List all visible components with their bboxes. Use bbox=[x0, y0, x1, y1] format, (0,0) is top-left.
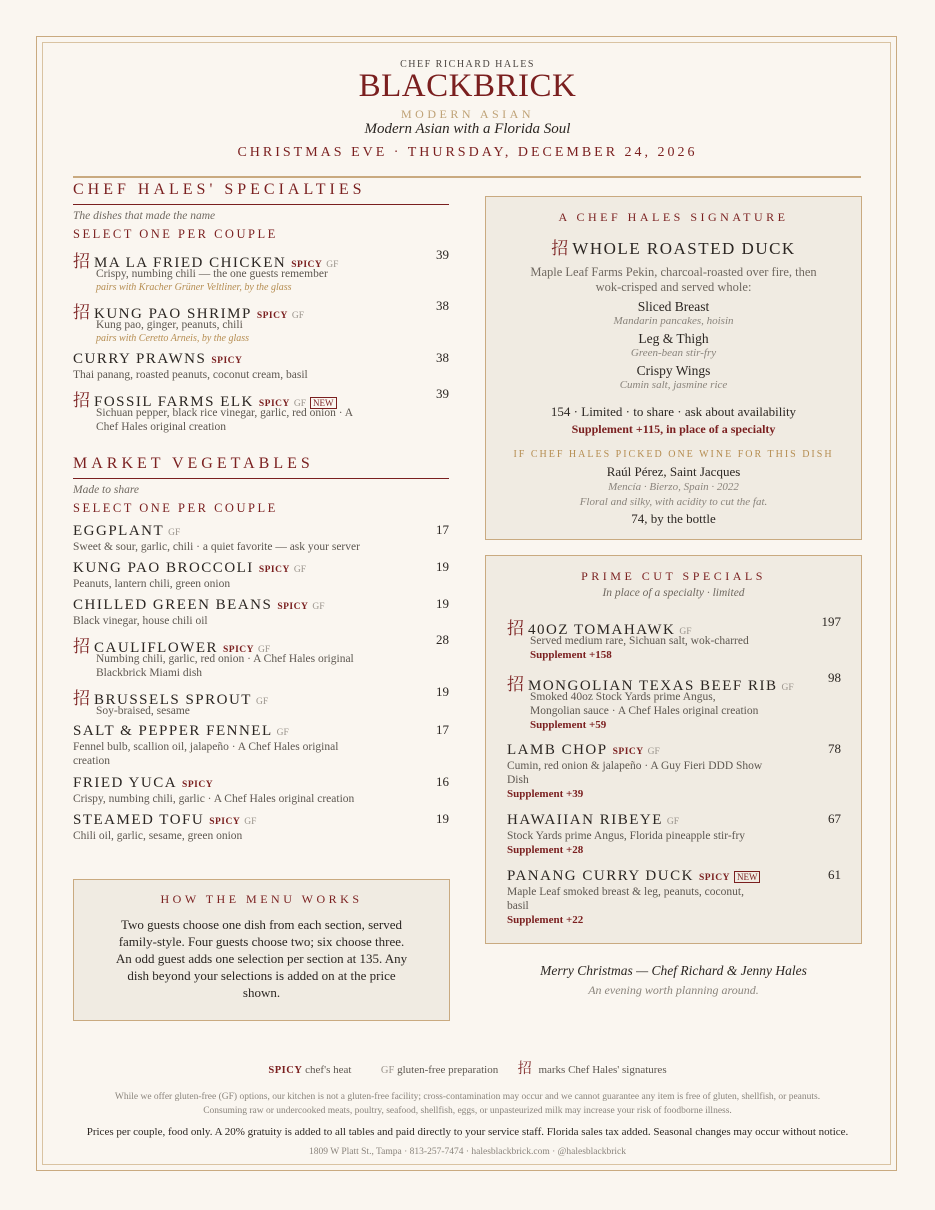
item-price: 17 bbox=[436, 522, 449, 537]
cut-name: Crispy Wings bbox=[636, 363, 711, 378]
item-name: BRUSSELS SPROUT bbox=[94, 692, 252, 708]
item-description: Cumin, red onion & jalapeño · A Guy Fieri DDD Show bbox=[507, 760, 763, 772]
description-line: wok-crisped and served whole: bbox=[595, 280, 752, 294]
box-title: A CHEF HALES SIGNATURE bbox=[558, 210, 789, 224]
signature-dish bbox=[486, 234, 861, 259]
item-description: Maple Leaf smoked breast & leg, peanuts, coconut, bbox=[507, 886, 744, 898]
gf-tag: GF bbox=[293, 399, 307, 409]
box-title: PRIME CUT SPECIALS bbox=[581, 569, 766, 583]
wine-name: Raúl Pérez, Saint Jacques bbox=[606, 464, 741, 479]
gf-tag: GF bbox=[647, 747, 660, 757]
gf-tag: GF bbox=[291, 311, 304, 321]
item-description: basil bbox=[507, 900, 529, 912]
signature-icon: 招 bbox=[507, 675, 524, 695]
item-name: KUNG PAO BROCCOLI bbox=[73, 560, 254, 576]
menu-item bbox=[73, 774, 449, 806]
item-name: KUNG PAO SHRIMP bbox=[94, 306, 252, 322]
menu-item bbox=[507, 867, 841, 927]
gf-tag: GF bbox=[666, 817, 680, 827]
new-badge: NEW bbox=[734, 871, 761, 883]
item-price: 17 bbox=[436, 722, 449, 737]
signature-icon: 招 bbox=[73, 303, 90, 323]
legend-spicy-tag: SPICY bbox=[268, 1065, 303, 1076]
item-price: 197 bbox=[821, 614, 841, 629]
tagline: Modern Asian with a Florida Soul bbox=[364, 121, 571, 137]
item-price: 38 bbox=[436, 298, 449, 313]
item-description: Black vinegar, house chili oil bbox=[73, 615, 208, 627]
closing-subline: An evening worth planning around. bbox=[588, 983, 759, 997]
item-description: Chili oil, garlic, sesame, green onion bbox=[73, 830, 243, 842]
item-name: SALT & PEPPER FENNEL bbox=[73, 723, 273, 739]
description-line: Maple Leaf Farms Pekin, charcoal-roasted over fire, then bbox=[530, 265, 817, 279]
item-price: 98 bbox=[828, 670, 841, 685]
menu-item bbox=[73, 298, 449, 345]
item-name: FOSSIL FARMS ELK bbox=[94, 394, 254, 410]
item-name: EGGPLANT bbox=[73, 523, 165, 539]
gf-tag: GF bbox=[168, 528, 181, 538]
item-supplement: Supplement +158 bbox=[530, 649, 612, 661]
pricing-note: Prices per couple, food only. A 20% gratuity is added to all tables and paid directly to your service staff. Florida sales tax added. Seasonal changes may occur without notice. bbox=[86, 1126, 849, 1138]
spicy-tag: SPICY bbox=[258, 399, 290, 409]
item-description: Served medium rare, Sichuan salt, wok-charred bbox=[530, 635, 749, 647]
header-divider bbox=[73, 176, 861, 178]
item-description: Chef Hales original creation bbox=[96, 421, 226, 433]
dish-name: WHOLE ROASTED DUCK bbox=[572, 239, 796, 258]
section-divider bbox=[73, 204, 449, 205]
item-description: Crispy, numbing chili, garlic · A Chef Hales original creation bbox=[73, 793, 355, 805]
brand-logo: BLACKBRICK bbox=[358, 68, 577, 104]
wine-region: Mencía · Bierzo, Spain · 2022 bbox=[608, 481, 739, 493]
section-divider bbox=[73, 478, 449, 479]
gf-tag: GF bbox=[258, 645, 271, 655]
section-note: The dishes that made the name bbox=[73, 210, 216, 222]
menu-item bbox=[73, 684, 449, 718]
cut-detail: Cumin salt, jasmine rice bbox=[619, 379, 728, 391]
legend-gf-text: gluten-free preparation bbox=[397, 1064, 499, 1076]
item-name: PANANG CURRY DUCK bbox=[507, 868, 694, 884]
item-supplement: Supplement +39 bbox=[507, 788, 584, 800]
cut-name: Leg & Thigh bbox=[638, 331, 709, 346]
how-menu-works-box bbox=[73, 879, 450, 1021]
legend-signature-icon: 招 bbox=[517, 1061, 532, 1077]
spicy-tag: SPICY bbox=[211, 356, 243, 366]
spicy-tag: SPICY bbox=[223, 645, 255, 655]
gf-tag: GF bbox=[781, 683, 794, 693]
item-description: Blackbrick Miami dish bbox=[96, 667, 203, 679]
section-select: SELECT ONE PER COUPLE bbox=[73, 501, 278, 515]
section-note: Made to share bbox=[73, 484, 140, 496]
item-name: LAMB CHOP bbox=[507, 742, 608, 758]
item-description: Kung pao, ginger, peanuts, chili bbox=[96, 319, 243, 331]
duck-cuts bbox=[486, 299, 861, 391]
item-description: Numbing chili, garlic, red onion · A Chef Hales original bbox=[96, 653, 354, 665]
gluten-disclaimer: While we offer gluten-free (GF) options, our kitchen is not a gluten-free facility; cross-contamination may occur and we cannot guarantee any item is free of gluten, shellfish, or peanuts. bbox=[114, 1092, 821, 1102]
menu-item bbox=[507, 811, 841, 857]
how-line: Two guests choose one dish from each section, served bbox=[120, 917, 403, 932]
signature-box bbox=[485, 196, 862, 540]
menu-item bbox=[73, 350, 449, 382]
legend-gf-tag: GF bbox=[380, 1065, 395, 1076]
box-note: In place of a specialty · limited bbox=[602, 587, 745, 599]
item-name: CAULIFLOWER bbox=[94, 640, 218, 656]
item-description: Sweet & sour, garlic, chili · a quiet favorite — ask your server bbox=[73, 541, 360, 553]
duck-supplement: Supplement +115, in place of a specialty bbox=[571, 422, 776, 436]
item-price: 19 bbox=[436, 811, 449, 826]
cut-name: Sliced Breast bbox=[637, 299, 710, 314]
item-price: 67 bbox=[828, 811, 841, 826]
item-name: STEAMED TOFU bbox=[73, 812, 205, 828]
signature-icon: 招 bbox=[73, 637, 90, 657]
section-title-vegetables: MARKET VEGETABLES bbox=[73, 455, 314, 472]
raw-food-disclaimer: Consuming raw or undercooked meats, poultry, seafood, shellfish, eggs, or unpasteurized milk may increase your risk of foodborne illness. bbox=[203, 1106, 732, 1116]
legend bbox=[0, 1058, 935, 1078]
signature-icon: 招 bbox=[73, 689, 90, 709]
gf-tag: GF bbox=[244, 817, 257, 827]
item-name: 40OZ TOMAHAWK bbox=[528, 622, 676, 638]
menu-item bbox=[73, 247, 449, 294]
section-title-specialties: CHEF HALES' SPECIALTIES bbox=[73, 181, 366, 198]
menu-item bbox=[73, 522, 449, 554]
item-name: HAWAIIAN RIBEYE bbox=[507, 812, 663, 828]
box-title: HOW THE MENU WORKS bbox=[160, 892, 363, 906]
chef-name: CHEF RICHARD HALES bbox=[400, 59, 535, 70]
item-name: CURRY PRAWNS bbox=[73, 351, 207, 367]
prime-cut-box bbox=[485, 555, 862, 944]
item-description: Sichuan pepper, black rice vinegar, garlic, red onion · A bbox=[96, 407, 354, 419]
gf-tag: GF bbox=[255, 697, 269, 707]
wine-note: Floral and silky, with acidity to cut the fat. bbox=[579, 496, 768, 508]
item-description: Crispy, numbing chili — the one guests remember bbox=[96, 268, 328, 280]
item-supplement: Supplement +22 bbox=[507, 914, 584, 926]
legend-sig-text: marks Chef Hales' signatures bbox=[538, 1064, 667, 1076]
spicy-tag: SPICY bbox=[612, 747, 644, 757]
item-name: CHILLED GREEN BEANS bbox=[73, 597, 273, 613]
item-description: Thai panang, roasted peanuts, coconut cream, basil bbox=[73, 369, 308, 381]
signature-icon: 招 bbox=[551, 239, 569, 259]
item-price: 39 bbox=[436, 386, 449, 401]
wine-price: 74, by the bottle bbox=[631, 511, 716, 526]
how-line: family-style. Four guests choose two; six choose three. bbox=[118, 934, 405, 949]
wine-pairing: pairs with Ceretto Arneis, by the glass bbox=[96, 333, 250, 344]
item-price: 28 bbox=[436, 632, 449, 647]
spicy-tag: SPICY bbox=[209, 817, 241, 827]
item-name: MONGOLIAN TEXAS BEEF RIB bbox=[528, 678, 778, 694]
item-description: Soy-braised, sesame bbox=[96, 705, 190, 717]
menu-item bbox=[73, 722, 449, 768]
item-supplement: Supplement +59 bbox=[530, 719, 607, 731]
item-name: FRIED YUCA bbox=[73, 775, 178, 791]
spicy-tag: SPICY bbox=[258, 565, 290, 575]
item-description: Smoked 40oz Stock Yards prime Angus, bbox=[530, 691, 716, 703]
gf-tag: GF bbox=[312, 602, 325, 612]
gf-tag: GF bbox=[293, 565, 306, 575]
item-name: MA LA FRIED CHICKEN bbox=[94, 255, 287, 271]
item-description: Stock Yards prime Angus, Florida pineapple stir-fry bbox=[507, 830, 746, 842]
gf-tag: GF bbox=[276, 728, 289, 738]
how-text bbox=[74, 916, 449, 1001]
item-price: 19 bbox=[436, 559, 449, 574]
duck-price: 154 · Limited · to share · ask about availability bbox=[550, 404, 797, 419]
spicy-tag: SPICY bbox=[698, 873, 730, 883]
item-price: 16 bbox=[436, 774, 449, 789]
section-select: SELECT ONE PER COUPLE bbox=[73, 227, 278, 241]
spicy-tag: SPICY bbox=[182, 780, 214, 790]
item-description: Fennel bulb, scallion oil, jalapeño · A Chef Hales original bbox=[73, 741, 339, 753]
signature-icon: 招 bbox=[73, 391, 90, 411]
menu-item bbox=[507, 670, 841, 732]
menu-item bbox=[73, 596, 449, 628]
cut-detail: Mandarin pancakes, hoisin bbox=[613, 315, 734, 327]
menu-item bbox=[73, 811, 449, 843]
item-supplement: Supplement +28 bbox=[507, 844, 584, 856]
item-description: Peanuts, lantern chili, green onion bbox=[73, 578, 231, 590]
item-price: 61 bbox=[828, 867, 841, 882]
item-description: Dish bbox=[507, 774, 529, 786]
item-description: creation bbox=[73, 755, 111, 767]
item-price: 19 bbox=[436, 596, 449, 611]
how-line: An odd guest adds one selection per section at 135. Any bbox=[115, 951, 408, 966]
menu-item bbox=[73, 632, 449, 680]
item-price: 38 bbox=[436, 350, 449, 365]
signature-icon: 招 bbox=[507, 619, 524, 639]
menu-item bbox=[73, 386, 449, 434]
spicy-tag: SPICY bbox=[277, 602, 309, 612]
wine-pairing: pairs with Kracher Grüner Veltliner, by the glass bbox=[96, 282, 292, 293]
item-price: 19 bbox=[436, 684, 449, 699]
gf-tag: GF bbox=[679, 627, 692, 637]
event-date: CHRISTMAS EVE · THURSDAY, DECEMBER 24, 2026 bbox=[237, 145, 698, 160]
gf-tag: GF bbox=[326, 260, 339, 270]
menu-item bbox=[73, 559, 449, 591]
wine-title: IF CHEF HALES PICKED ONE WINE FOR THIS DISH bbox=[513, 449, 834, 460]
legend-spicy-text: chef's heat bbox=[305, 1064, 352, 1076]
address-line: 1809 W Platt St., Tampa · 813-257-7474 · halesblackbrick.com · @halesblackbrick bbox=[308, 1147, 627, 1157]
item-description: Mongolian sauce · A Chef Hales original creation bbox=[530, 705, 759, 717]
menu-item bbox=[507, 741, 841, 801]
item-price: 78 bbox=[828, 741, 841, 756]
how-line: shown. bbox=[242, 985, 281, 1000]
how-line: dish beyond your selections is added on at the price bbox=[127, 968, 396, 983]
cut-detail: Green-bean stir-fry bbox=[630, 347, 717, 359]
menu-item bbox=[507, 614, 841, 662]
signature-icon: 招 bbox=[73, 252, 90, 272]
spicy-tag: SPICY bbox=[256, 311, 288, 321]
brand-subtitle: MODERN ASIAN bbox=[400, 107, 534, 121]
spicy-tag: SPICY bbox=[291, 260, 323, 270]
item-price: 39 bbox=[436, 247, 449, 262]
new-badge: NEW bbox=[310, 397, 337, 409]
closing-greeting: Merry Christmas — Chef Richard & Jenny Hales bbox=[540, 963, 807, 978]
dish-description bbox=[486, 265, 861, 295]
